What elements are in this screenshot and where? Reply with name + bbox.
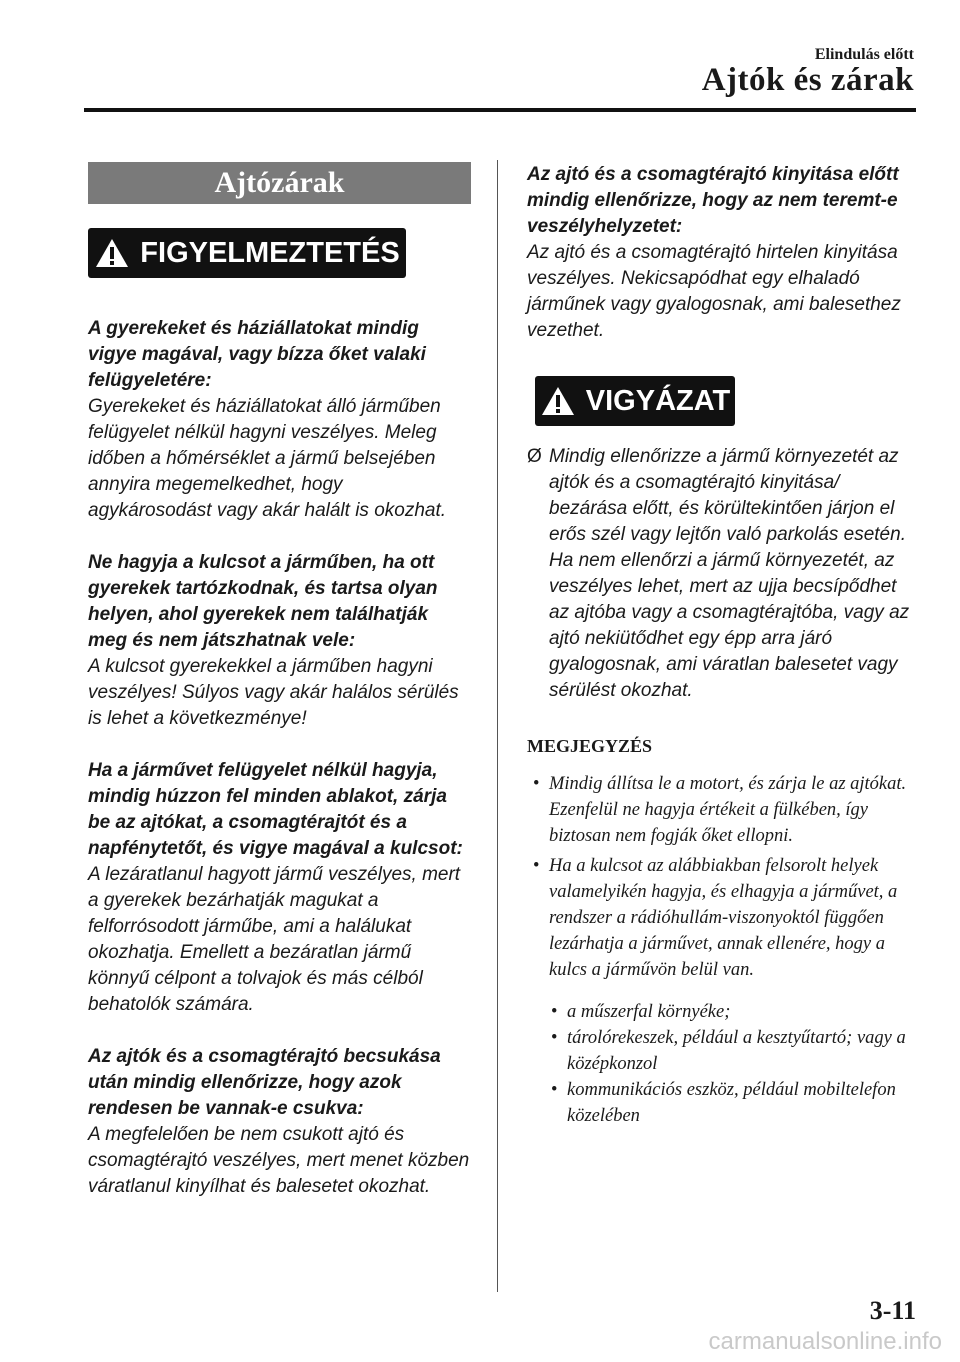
warning-block-question: Az ajtók és a csomagtérajtó becsukása után mindig ellenőrizze, hogy azok rendesen be vannak-e csukva: [88, 1046, 441, 1119]
sub-note-text: a műszerfal környéke; [567, 1002, 731, 1022]
header-chapter: Elindulás előtt [814, 46, 914, 63]
arrow-bullet-icon: Ø [527, 446, 542, 467]
watermark: carmanualsonline.info [708, 1328, 942, 1355]
right-column [527, 162, 917, 1129]
warning-triangle-icon [94, 237, 130, 269]
sub-note-item [545, 999, 917, 1025]
page-number: 3-11 [869, 1296, 916, 1325]
warning-block-question: Az ajtó és a csomagtérajtó kinyitása előtt mindig ellenőrizze, hogy az nem teremt-e veszélyhelyzetet: [527, 164, 899, 237]
warning-block-answer: A kulcsot gyerekekkel a járműben hagyni veszélyes! Súlyos vagy akár halálos sérülés is lehet a következménye! [88, 656, 459, 729]
note-title: MEGJEGYZÉS [527, 736, 653, 756]
caution-label [535, 376, 735, 426]
bullet-icon: • [551, 1028, 558, 1048]
warning-block-2 [88, 550, 471, 732]
caution-text: Mindig ellenőrizze a jármű környezetét az ajtók és a csomagtérajtó kinyitása/ bezárása előtt, és körültekintően járjon el erős szél vagy lejtőn való parkolás esetén. Ha nem ellenőrzi a jármű környezetét, az veszélyes lehet, mert az ujja becsípődhet az ajtóba vagy a csomagtérajtóba, vagy az ajtó nekiütődhet egy épp arra járó gyalogosnak, ami váratlan balesetet vagy sérülést okozhat. [549, 446, 910, 701]
header-rule [84, 108, 916, 112]
sub-note-list [527, 999, 917, 1129]
warning-label [88, 228, 406, 278]
warning-label-text: FIGYELMEZTETÉS [140, 236, 400, 269]
warning-block-answer: A lezáratlanul hagyott jármű veszélyes, mert a gyerekek bezárhatják magukat a felforrósodott járműbe, ami a halálukat okozhatja. Emellett a bezáratlan jármű könnyű célpont a tolvajok és más célból behatolók számára. [88, 864, 461, 1015]
section-title: Ajtózárak [88, 162, 471, 204]
column-divider [497, 160, 498, 1292]
caution-label-text: VIGYÁZAT [585, 384, 731, 417]
note-item [527, 853, 917, 983]
note-item [527, 771, 917, 849]
bullet-icon: • [551, 1080, 558, 1100]
note-text: Mindig állítsa le a motort, és zárja le az ajtókat. Ezenfelül ne hagyja értékeit a fülkében, így biztosan nem fogják őket ellopni. [549, 774, 907, 846]
warning-block-answer: Az ajtó és a csomagtérajtó hirtelen kinyitása veszélyes. Nekicsapódhat egy elhaladó járműnek vagy gyalogosnak, ami balesethez vezethet. [527, 242, 901, 341]
header-title: Ajtók és zárak [701, 62, 914, 98]
warning-block-answer: Gyerekeket és háziállatokat álló járműben felügyelet nélkül hagyni veszélyes. Meleg időben a hőmérséklet a jármű belsejében annyira megemelkedhet, hogy agykárosodást vagy akár halált is okozhat. [88, 396, 447, 521]
bullet-icon: • [533, 856, 540, 876]
warning-block-question: A gyerekeket és háziállatokat mindig vigye magával, vagy bízza őket valaki felügyeletére: [88, 318, 426, 391]
sub-note-item [545, 1077, 917, 1129]
warning-block-question: Ne hagyja a kulcsot a járműben, ha ott gyerekek tartózkodnak, és tartsa olyan helyen, ahol gyerekek nem találhatják meg és nem játszhatnak vele: [88, 552, 438, 651]
warning-block-3 [88, 758, 471, 1018]
caution-item [527, 444, 917, 704]
bullet-icon: • [533, 774, 540, 794]
note-text: Ha a kulcsot az alábbiakban felsorolt helyek valamelyikén hagyja, és elhagyja a járművet, a rendszer a rádióhullám-viszonyoktól függően lezárhatja a járművet, annak ellenére, hogy a kulcs a járművön belül van. [549, 856, 898, 980]
warning-block-1 [88, 316, 471, 524]
sub-note-text: kommunikációs eszköz, például mobiltelefon közelében [567, 1080, 896, 1126]
sub-note-text: tárolórekeszek, például a kesztyűtartó; vagy a középkonzol [567, 1028, 906, 1074]
warning-block-4 [88, 1044, 471, 1200]
left-column [88, 162, 471, 1200]
caution-triangle-icon [540, 385, 576, 417]
warning-block-question: Ha a járművet felügyelet nélkül hagyja, mindig húzzon fel minden ablakot, zárja be az ajtókat, a csomagtérajtót és a napfénytetőt, és vigye magával a kulcsot: [88, 760, 463, 859]
sub-note-item [545, 1025, 917, 1077]
bullet-icon: • [551, 1002, 558, 1022]
warning-block-5 [527, 162, 917, 344]
warning-block-answer: A megfelelően be nem csukott ajtó és csomagtérajtó veszélyes, mert menet közben váratlanul kinyílhat és balesetet okozhat. [88, 1124, 470, 1197]
